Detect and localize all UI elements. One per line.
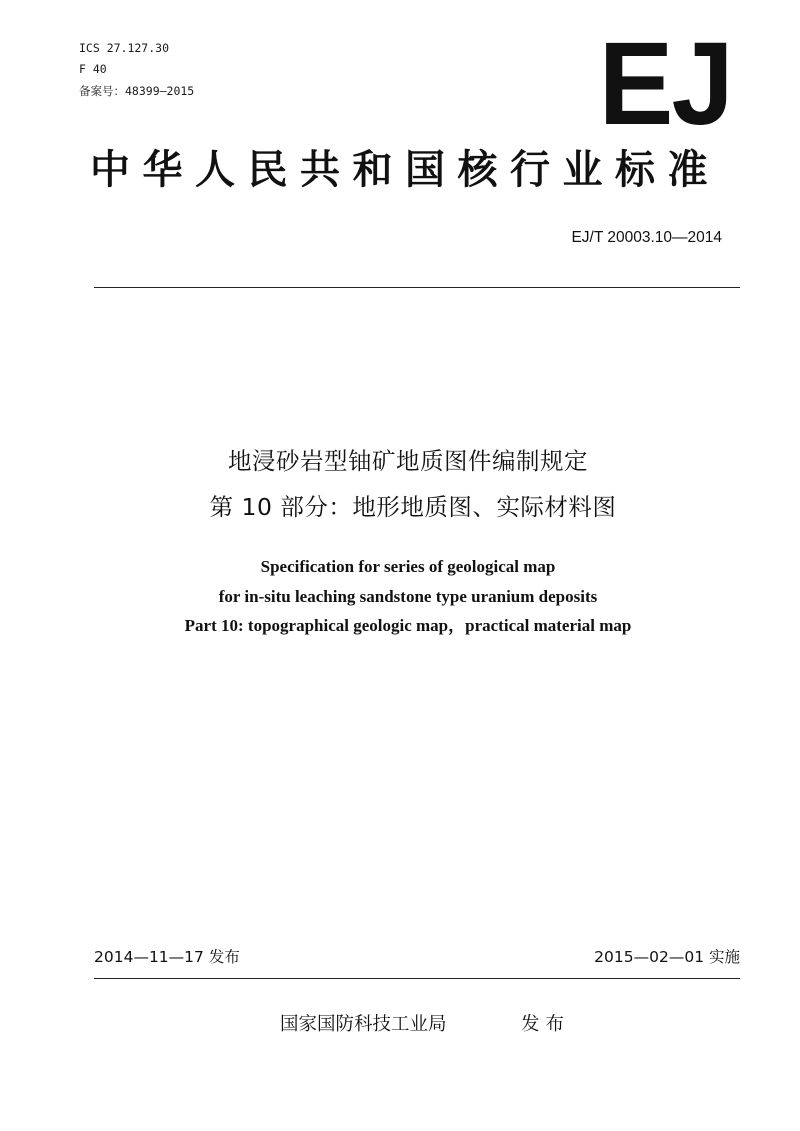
issue-date: 2014—11—17 发布 bbox=[94, 948, 240, 966]
ics-code: ICS 27.127.30 bbox=[79, 41, 170, 55]
filing-number: 备案号：48399—2015 bbox=[79, 84, 195, 98]
standard-number: EJ/T 20003.10—2014 bbox=[571, 229, 722, 246]
standard-category-title: 中华人民共和国核行业标准 bbox=[90, 147, 720, 193]
document-title-en-line1: Specification for series of geological map bbox=[260, 557, 556, 576]
ej-logo: EJ bbox=[598, 18, 732, 150]
issuing-action: 发布 bbox=[521, 1014, 571, 1035]
document-part-title-cn: 第 10 部分：地形地质图、实际材料图 bbox=[209, 493, 617, 521]
ccs-code: F 40 bbox=[79, 62, 107, 76]
implementation-date: 2015—02—01 实施 bbox=[594, 948, 740, 966]
bottom-divider bbox=[94, 978, 740, 979]
document-title-en-line3: Part 10: topographical geologic map，practical material map bbox=[184, 616, 632, 635]
issuing-authority: 国家国防科技工业局 bbox=[280, 1014, 447, 1035]
top-divider bbox=[94, 287, 740, 288]
document-title-en-line2: for in-situ leaching sandstone type uranium deposits bbox=[218, 587, 598, 606]
document-title-cn: 地浸砂岩型铀矿地质图件编制规定 bbox=[228, 447, 588, 475]
